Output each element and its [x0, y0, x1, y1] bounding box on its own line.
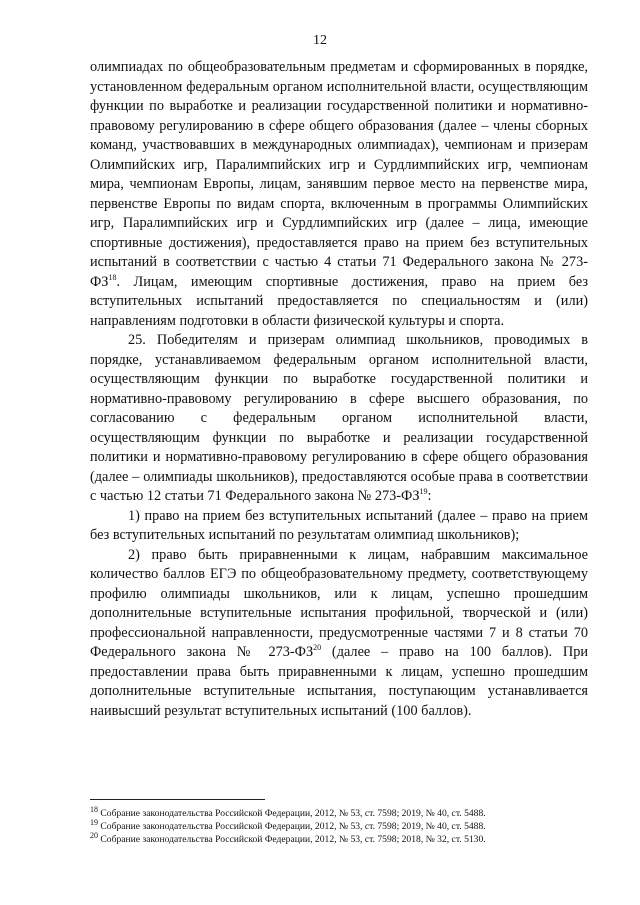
- paragraph-text: 2) право быть приравненными к лицам, набравшим максимальное количество баллов ЕГЭ по общеобразовательному предмету, соответствующему профилю олимпиады школьников, или к лицам, успешно прошедшим дополнительные вступительные испытания профильной, творческой и (или) профессиональной направленности, предусмотренные частями 7 и 8 статьи 70 Федерального закона № 273-ФЗ: [90, 546, 588, 660]
- body-text: [90, 58, 588, 721]
- footnote: [90, 804, 588, 820]
- paragraph-text: олимпиадах по общеобразовательным предметам и сформированных в порядке, установленном федеральным органом исполнительной власти, осуществляющим функции по выработке и реализации государственной политики и нормативно-правовому регулированию в сфере общего образования (далее – члены сборных команд, участвовавших в международных олимпиадах), чемпионам и призерам Олимпийских игр, Паралимпийских игр и Сурдлимпийских игр, чемпионам мира, чемпионам Европы, лицам, занявшим первое место на первенстве мира, первенстве Европы по видам спорта, включенным в программы Олимпийских игр, Паралимпийских игр и Сурдлимпийских игр (далее – лица, имеющие спортивные достижения), предоставляется право на прием без вступительных испытаний в соответствии с частью 4 статьи 71 Федерального закона № 273-ФЗ: [90, 59, 588, 290]
- footnotes: [90, 804, 588, 846]
- footnote-text: Собрание законодательства Российской Федерации, 2012, № 53, ст. 7598; 2019, № 40, ст. 5488.: [98, 808, 486, 819]
- footnote-number: 20: [90, 830, 98, 840]
- paragraph-item-25: [90, 331, 588, 507]
- paragraph-text: 25. Победителям и призерам олимпиад школьников, проводимых в порядке, устанавливаемом федеральным органом исполнительной власти, осуществляющим функции по выработке государственной политики и нормативно-правовому регулированию в сфере высшего образования, по согласованию с федеральным органом исполнительной власти, осуществляющим функции по выработке и реализации государственной политики и нормативно-правовому регулированию в сфере общего образования (далее – олимпиады школьников), предоставляются особые права в соответствии с частью 12 статьи 71 Федерального закона № 273-ФЗ: [90, 332, 588, 504]
- footnote-ref: 19: [419, 487, 428, 497]
- footnote-text: Собрание законодательства Российской Федерации, 2012, № 53, ст. 7598; 2019, № 40, ст. 5488.: [98, 821, 486, 832]
- footnote-text: Собрание законодательства Российской Федерации, 2012, № 53, ст. 7598; 2018, № 32, ст. 5130.: [98, 834, 486, 845]
- footnote: [90, 817, 588, 833]
- paragraph-tail: . Лицам, имеющим спортивные достижения, право на прием без вступительных испытаний предоставляется по специальностям и (или) направлениям подготовки в области физической культуры и спорта.: [90, 273, 588, 329]
- footnote: [90, 830, 588, 846]
- paragraph-subitem-1: [90, 507, 588, 546]
- paragraph-subitem-2: [90, 546, 588, 722]
- footnote-ref: 18: [108, 272, 117, 282]
- page-number: 12: [313, 33, 327, 48]
- paragraph-tail: :: [427, 488, 432, 504]
- paragraph-continuation: [90, 58, 588, 331]
- paragraph-tail: (далее – право на 100 баллов). При предоставлении права быть приравненными к лицам, успешно прошедшим дополнительные вступительные испытания, поступающим устанавливается наивысший результат вступительных испытаний (100 баллов).: [90, 644, 589, 719]
- footnote-ref: 20: [313, 643, 322, 653]
- footnote-number: 19: [90, 817, 98, 827]
- footnote-divider: [90, 799, 265, 800]
- footnote-number: 18: [90, 804, 98, 814]
- paragraph-text: 1) право на прием без вступительных испытаний (далее – право на прием без вступительных испытаний по результатам олимпиад школьников);: [90, 507, 588, 543]
